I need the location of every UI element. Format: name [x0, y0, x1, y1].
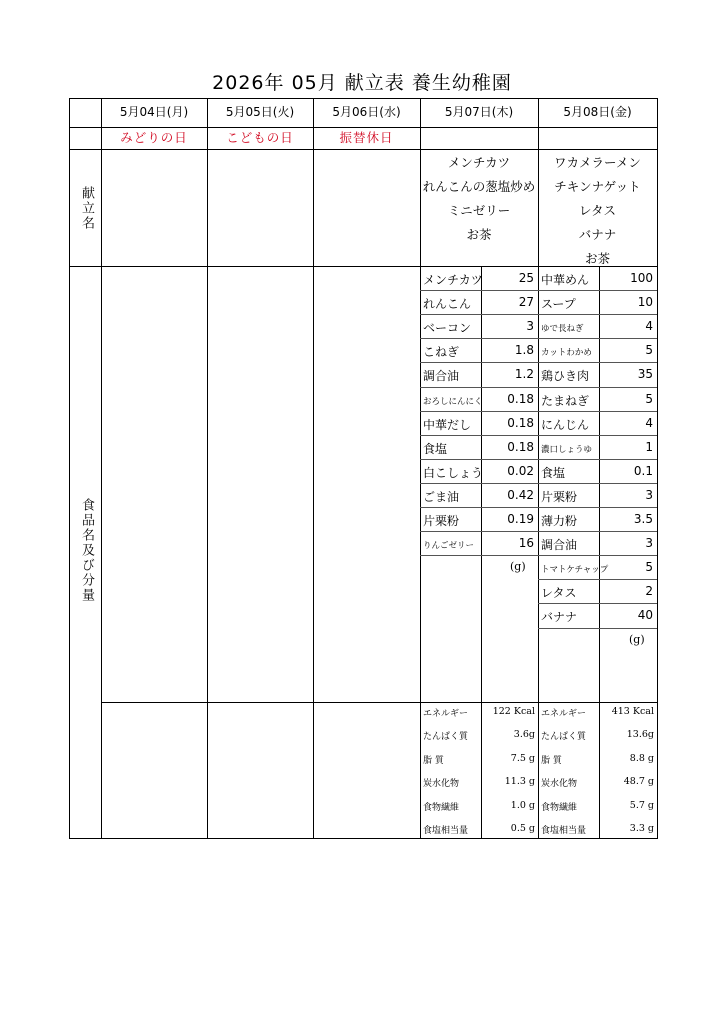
- nutrition-label-thu-4: 食物繊維: [423, 802, 460, 813]
- ingredient-row-line-fri: [538, 411, 657, 412]
- ingredient-qty-fri: 40: [637, 608, 653, 623]
- ingredient-qty-fri: 3: [645, 487, 653, 502]
- ingredient-qty-thu: 0.18: [507, 439, 534, 454]
- ingredient-name-fri: スープ: [541, 297, 576, 312]
- ingredient-name-fri: 濃口しょうゆ: [541, 444, 593, 455]
- nutrition-value-fri-5: 3.3 g: [629, 823, 654, 834]
- nutrition-label-thu-1: たんぱく質: [423, 732, 469, 743]
- menu-dish-fri-1: チキンナゲット: [554, 179, 641, 194]
- ingredient-name-fri: 片栗粉: [541, 489, 578, 504]
- menu-dish-thu-2: ミニゼリー: [447, 203, 511, 218]
- ingredient-qty-thu: 1.2: [514, 367, 534, 382]
- ingredient-row-line-fri: [538, 507, 657, 508]
- ingredient-qty-fri: 1: [645, 439, 653, 454]
- ingredient-qty-fri: 4: [645, 319, 653, 334]
- ingredient-qty-thu: 0.18: [507, 415, 534, 430]
- ingredient-name-fri: 薄力粉: [541, 514, 578, 528]
- ingredient-row-line-thu: [420, 435, 538, 436]
- ingredient-row-line-fri: [538, 555, 657, 556]
- ingredient-row-line-fri: [538, 290, 657, 291]
- row-label-ingredients: 食品名及び分量: [79, 498, 94, 603]
- holiday-label-1: こどもの日: [226, 130, 294, 145]
- ingredient-name-thu: 中華だし: [423, 417, 472, 432]
- ingredient-name-thu: メンチカツ: [423, 273, 483, 287]
- ingredient-qty-fri: 3.5: [633, 512, 653, 526]
- unit-label-thu: (g): [510, 560, 526, 574]
- ingredient-row-line-thu: [420, 314, 538, 315]
- ingredient-row-line-thu: [420, 555, 538, 556]
- ingredient-row-line-fri: [538, 628, 657, 629]
- nutrition-label-fri-4: 食物繊維: [541, 802, 578, 813]
- ingredient-qty-fri: 3: [645, 536, 653, 551]
- ingredient-row-line-fri: [538, 435, 657, 436]
- ingredient-qty-thu: 27: [518, 295, 534, 310]
- nutrition-label-thu-0: エネルギー: [423, 709, 469, 719]
- nutrition-value-fri-2: 8.8 g: [629, 752, 654, 764]
- nutrition-label-fri-3: 炭水化物: [541, 779, 578, 790]
- nutrition-value-thu-4: 1.0 g: [510, 799, 535, 811]
- unit-label-fri: (g): [629, 632, 645, 646]
- ingredient-qty-thu: 0.18: [507, 391, 534, 406]
- ingredient-name-fri: カットわかめ: [541, 348, 592, 359]
- menu-dish-thu-1: れんこんの葱塩炒め: [422, 179, 536, 194]
- ingredient-name-fri: たまねぎ: [541, 393, 590, 408]
- menu-dish-thu-0: メンチカツ: [447, 155, 511, 170]
- ingredient-qty-fri: 5: [645, 343, 653, 358]
- day-header-3: 5月07日(木): [444, 105, 514, 119]
- ingredient-row-line-thu: [420, 507, 538, 508]
- ingredient-qty-thu: 3: [526, 319, 534, 334]
- ingredient-qty-thu: 0.02: [507, 463, 534, 478]
- ingredient-name-fri: 中華めん: [541, 273, 590, 287]
- ingredient-row-line-thu: [420, 459, 538, 460]
- ingredient-row-line-thu: [420, 411, 538, 412]
- nutrition-label-fri-0: エネルギー: [541, 709, 587, 719]
- ingredient-row-line-fri: [538, 483, 657, 484]
- ingredient-name-thu: おろしにんにく: [423, 396, 483, 407]
- ingredient-name-fri: 食塩: [541, 465, 566, 480]
- day-header-2: 5月06日(水): [332, 105, 401, 119]
- ingredient-qty-fri: 5: [645, 391, 653, 406]
- nutrition-value-thu-1: 3.6g: [513, 729, 535, 741]
- ingredient-row-line-fri: [538, 459, 657, 460]
- nutrition-value-thu-2: 7.5 g: [510, 752, 535, 764]
- ingredient-name-thu: りんごゼリー: [423, 541, 475, 552]
- menu-dish-fri-0: ワカメラーメン: [554, 155, 641, 170]
- ingredient-qty-thu: 0.19: [507, 512, 534, 526]
- nutrition-label-fri-1: たんぱく質: [541, 732, 587, 743]
- menu-dish-fri-3: バナナ: [578, 227, 617, 242]
- ingredient-name-thu: れんこん: [423, 297, 472, 312]
- ingredient-row-line-fri: [538, 579, 657, 580]
- ingredient-qty-thu: 0.42: [507, 487, 534, 502]
- nutrition-label-thu-2: 脂 質: [423, 755, 444, 766]
- row-label-menu: 献立名: [79, 186, 94, 231]
- ingredient-row-line-thu: [420, 531, 538, 532]
- ingredient-name-fri: レタス: [541, 586, 577, 601]
- ingredient-row-line-fri: [538, 603, 657, 604]
- holiday-label-2: 振替休日: [339, 130, 394, 145]
- ingredient-qty-thu: 16: [518, 536, 534, 551]
- ingredient-qty-fri: 4: [645, 415, 653, 430]
- page-title: 2026年 05月 献立表 養生幼稚園: [212, 72, 512, 94]
- ingredient-name-thu: 片栗粉: [423, 514, 460, 528]
- nutrition-value-fri-1: 13.6g: [626, 729, 654, 741]
- ingredient-row-line-fri: [538, 387, 657, 388]
- ingredient-row-line-fri: [538, 314, 657, 315]
- ingredient-row-line-fri: [538, 338, 657, 339]
- ingredient-name-thu: ごま油: [423, 489, 460, 504]
- nutrition-value-thu-5: 0.5 g: [510, 823, 535, 834]
- ingredient-name-fri: 調合油: [541, 538, 578, 553]
- nutrition-label-fri-5: 食塩相当量: [541, 826, 587, 836]
- ingredient-name-fri: ゆで長ねぎ: [541, 324, 584, 335]
- nutrition-value-fri-0: 413 Kcal: [611, 706, 654, 717]
- ingredient-qty-fri: 10: [637, 295, 653, 310]
- ingredient-qty-thu: 25: [518, 271, 534, 285]
- holiday-label-0: みどりの日: [120, 130, 188, 145]
- nutrition-value-thu-0: 122 Kcal: [492, 706, 535, 717]
- ingredient-name-fri: バナナ: [541, 610, 578, 625]
- nutrition-label-fri-2: 脂 質: [541, 755, 562, 766]
- menu-dish-fri-4: お茶: [584, 251, 610, 266]
- nutrition-value-thu-3: 11.3 g: [504, 776, 535, 788]
- ingredient-qty-thu: 1.8: [514, 343, 534, 358]
- ingredient-name-thu: ベーコン: [423, 321, 472, 336]
- ingredient-qty-fri: 35: [637, 367, 653, 382]
- ingredient-name-thu: 白こしょう: [423, 465, 484, 480]
- nutrition-label-thu-3: 炭水化物: [423, 779, 460, 790]
- ingredient-row-line-thu: [420, 290, 538, 291]
- ingredient-row-line-thu: [420, 483, 538, 484]
- ingredient-row-line-thu: [420, 338, 538, 339]
- menu-dish-fri-2: レタス: [578, 203, 616, 218]
- day-header-1: 5月05日(火): [225, 105, 295, 119]
- ingredient-row-line-fri: [538, 531, 657, 532]
- ingredient-name-fri: 鶏ひき肉: [541, 369, 590, 384]
- ingredient-row-line-thu: [420, 362, 538, 363]
- ingredient-name-thu: 調合油: [423, 369, 460, 384]
- day-header-0: 5月04日(月): [119, 105, 189, 119]
- ingredient-qty-fri: 2: [645, 584, 653, 599]
- menu-dish-thu-3: お茶: [466, 227, 492, 242]
- ingredient-name-fri: にんじん: [541, 417, 590, 432]
- ingredient-qty-fri: 0.1: [633, 463, 653, 478]
- ingredient-row-line-fri: [538, 362, 657, 363]
- ingredient-name-fri: トマトケチャップ: [541, 565, 609, 576]
- nutrition-value-fri-4: 5.7 g: [629, 799, 654, 811]
- ingredient-name-thu: 食塩: [423, 441, 448, 456]
- nutrition-label-thu-5: 食塩相当量: [423, 826, 469, 836]
- ingredient-qty-fri: 100: [630, 271, 653, 285]
- ingredient-row-line-thu: [420, 387, 538, 388]
- day-header-4: 5月08日(金): [563, 105, 632, 119]
- ingredient-qty-fri: 5: [645, 560, 653, 575]
- ingredient-name-thu: こねぎ: [423, 345, 460, 360]
- nutrition-value-fri-3: 48.7 g: [623, 776, 654, 788]
